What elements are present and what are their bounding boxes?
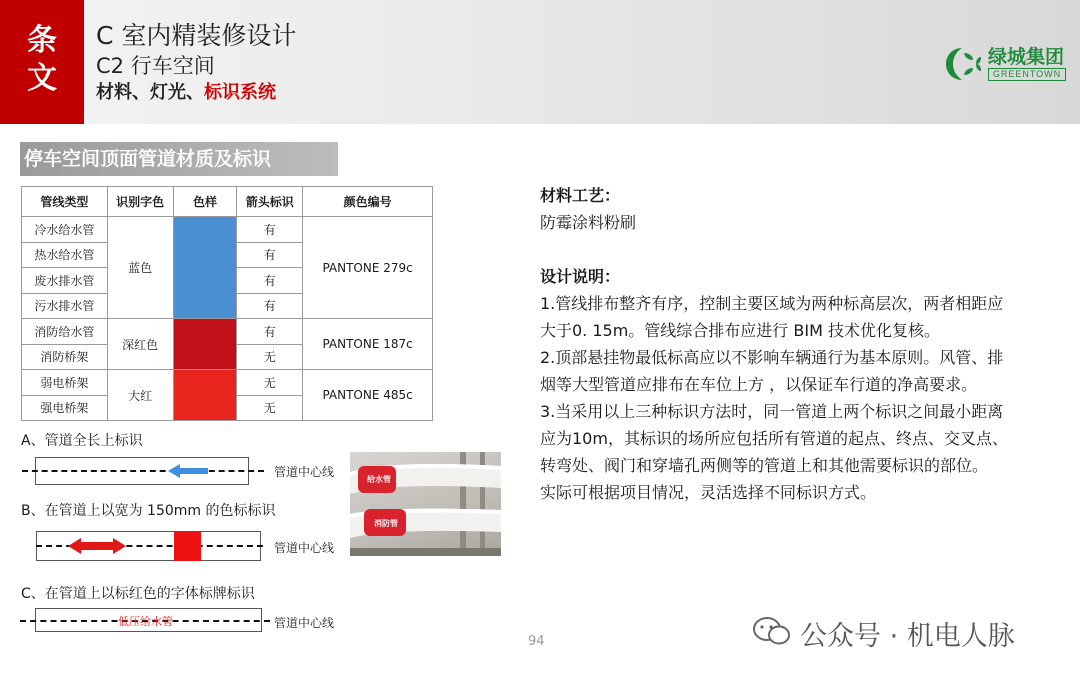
side-label-2: 文 [27, 61, 57, 96]
color-code: PANTONE 485c [303, 370, 433, 421]
design-line: 大于0. 15m。管线综合排布应进行 BIM 技术优化复核。 [540, 321, 940, 340]
method-b-centerline-label: 管道中心线 [274, 541, 335, 555]
method-a-centerline [22, 470, 264, 472]
pipe-type: 热水给水管 [22, 242, 108, 268]
arrow-mark: 无 [237, 344, 303, 370]
color-name: 蓝色 [107, 217, 173, 319]
pipe-type: 废水排水管 [22, 268, 108, 294]
side-label-block [0, 0, 84, 124]
header-font-color: 识别字色 [107, 187, 173, 217]
wechat-icon [752, 616, 792, 646]
arrow-mark: 无 [237, 395, 303, 421]
table-header-row [22, 187, 433, 217]
pipe-photo [350, 452, 501, 556]
material-title: 材料工艺： [540, 186, 621, 205]
pipe-type: 弱电桥架 [22, 370, 108, 396]
design-line: 实际可根据项目情况，灵活选择不同标识方式。 [540, 483, 877, 502]
header-arrow: 箭头标识 [237, 187, 303, 217]
method-a-centerline-label: 管道中心线 [274, 465, 335, 479]
page-title: C 室内精装修设计 [96, 21, 297, 50]
header-color-code: 颜色编号 [303, 187, 433, 217]
page-subtitle: C2 行车空间 [96, 54, 215, 78]
page-number: 94 [528, 634, 545, 649]
method-c-centerline-label: 管道中心线 [274, 616, 335, 630]
pipe-type: 强电桥架 [22, 395, 108, 421]
arrow-mark: 无 [237, 370, 303, 396]
color-name: 深红色 [107, 319, 173, 370]
design-line: 转弯处、阀门和穿墙孔两侧等的管道上和其他需要标识的部位。 [540, 456, 989, 475]
color-swatch-red [173, 370, 237, 421]
pipe-type: 消防给水管 [22, 319, 108, 345]
pipe-marking-table [21, 186, 433, 421]
side-label-1: 条 [27, 23, 57, 58]
topic-normal: 材料、灯光、 [96, 82, 204, 103]
topic-highlight: 标识系统 [204, 82, 276, 103]
slide-header [0, 0, 1080, 124]
pipe-photo-illustration [350, 452, 501, 556]
color-code: PANTONE 187c [303, 319, 433, 370]
material-text: 防霉涂料粉刷 [540, 213, 637, 232]
greentown-logo [942, 42, 1072, 86]
greentown-leaf-icon [942, 44, 982, 84]
blue-arrow-icon [168, 463, 208, 479]
design-title: 设计说明： [540, 267, 621, 286]
arrow-mark: 有 [237, 217, 303, 243]
logo-chinese: 绿城集团 [988, 46, 1065, 68]
design-line: 应为10m，其标识的场所应包括所有管道的起点、终点、交叉点、 [540, 429, 1008, 448]
pipe-type: 消防桥架 [22, 344, 108, 370]
pipe-type: 污水排水管 [22, 293, 108, 319]
table-row [22, 370, 433, 396]
design-line: 烟等大型管道应排布在车位上方 ，以保证车行道的净高要求。 [540, 375, 978, 394]
design-line: 2.顶部悬挂物最低标高应以不影响车辆通行为基本原则。风管、排 [540, 348, 1004, 367]
watermark-text: 公众号 · 机电人脉 [800, 621, 1015, 652]
arrow-mark: 有 [237, 293, 303, 319]
method-a-label: A、管道全长上标识 [21, 433, 143, 449]
method-c-label: C、在管道上以标红色的字体标牌标识 [21, 586, 255, 602]
table-row [22, 319, 433, 345]
header-pipe-type: 管线类型 [22, 187, 108, 217]
color-band-150mm [174, 531, 201, 561]
photo-label-1: 给水管 [367, 475, 391, 484]
color-code: PANTONE 279c [303, 217, 433, 319]
color-swatch-blue [173, 217, 237, 319]
arrow-mark: 有 [237, 268, 303, 294]
method-b-label: B、在管道上以宽为 150mm 的色标标识 [21, 503, 276, 519]
method-c-pipe-text: 低压给水管 [118, 615, 173, 628]
section-banner: 停车空间顶面管道材质及标识 [20, 142, 338, 176]
table-row [22, 217, 433, 243]
color-swatch-dark-red [173, 319, 237, 370]
logo-english: GREENTOWN [988, 68, 1066, 81]
arrow-mark: 有 [237, 242, 303, 268]
design-line: 3.当采用以上三种标识方法时，同一管道上两个标识之间最小距离 [540, 402, 1004, 421]
photo-label-2: 消防管 [374, 519, 398, 528]
header-swatch: 色样 [173, 187, 237, 217]
page-topic [96, 78, 276, 104]
arrow-mark: 有 [237, 319, 303, 345]
pipe-type: 冷水给水管 [22, 217, 108, 243]
red-double-arrow-icon [68, 537, 126, 555]
color-name: 大红 [107, 370, 173, 421]
design-line: 1.管线排布整齐有序，控制主要区域为两种标高层次，两者相距应 [540, 294, 1004, 313]
